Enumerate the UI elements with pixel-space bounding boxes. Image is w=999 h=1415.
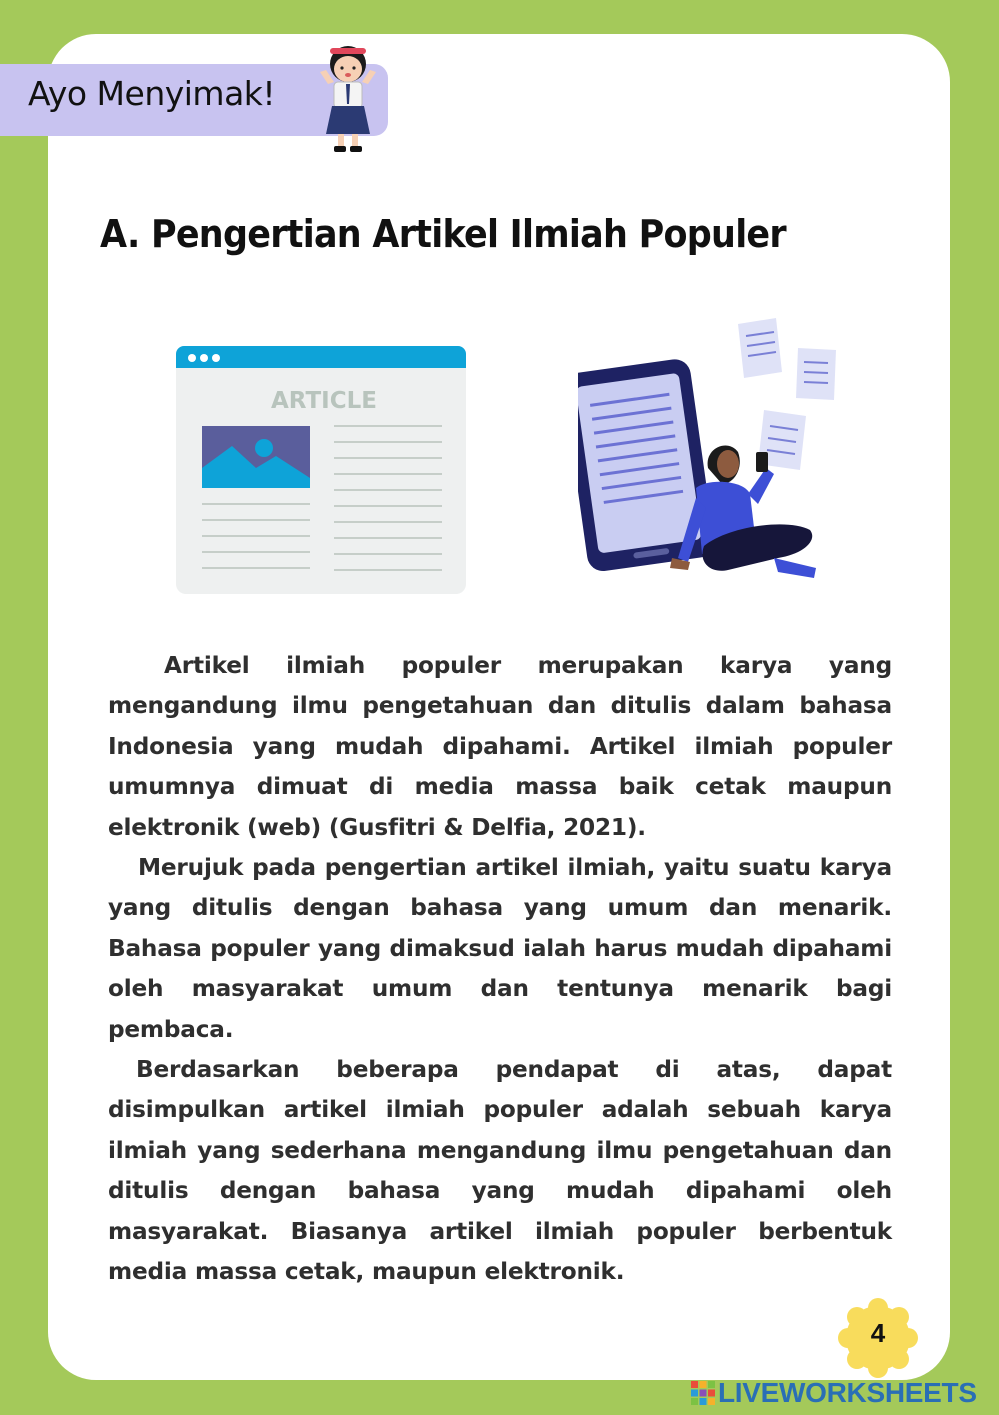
liveworksheets-logo-icon [690,1380,716,1406]
watermark-text: LIVEWORKSHEETS [718,1377,977,1408]
page-title: A. Pengertian Artikel Ilmiah Populer [100,212,786,256]
paragraph-2: Merujuk pada pengertian artikel ilmiah, yaitu suatu karya yang ditulis dengan bahasa yang umum dan menarik. Bahasa populer yang dimaksud ialah harus mudah dipahami oleh masyarakat umum dan tentunya menarik bagi pembaca. [108,854,892,1043]
student-girl-icon [318,42,378,158]
page-number: 4 [870,1318,886,1348]
paragraph-3: Berdasarkan beberapa pendapat di atas, dapat disimpulkan artikel ilmiah populer adalah sebuah karya ilmiah yang sederhana mengandung ilmu pengetahuan dan ditulis dengan bahasa yang mudah dipahami oleh masyarakat. Biasanya artikel ilmiah populer berbentuk media massa cetak, maupun elektronik. [108,1056,892,1286]
article-window-illustration [176,346,468,596]
floating-page-icon [738,318,836,470]
paragraph-1: Artikel ilmiah populer merupakan karya yang mengandung ilmu pengetahuan dan ditulis dalam bahasa Indonesia yang mudah dipahami. Artikel ilmiah populer umumnya dimuat di media massa baik cetak maupun elektronik (web) (Gusfitri & Delfia, 2021). [108,652,892,841]
article-label: ARTICLE [271,388,377,414]
woman-reading-tablet-illustration [578,318,844,588]
liveworksheets-watermark[interactable] [690,1375,977,1411]
banner-title: Ayo Menyimak! [28,74,276,113]
body-text [108,646,892,1293]
